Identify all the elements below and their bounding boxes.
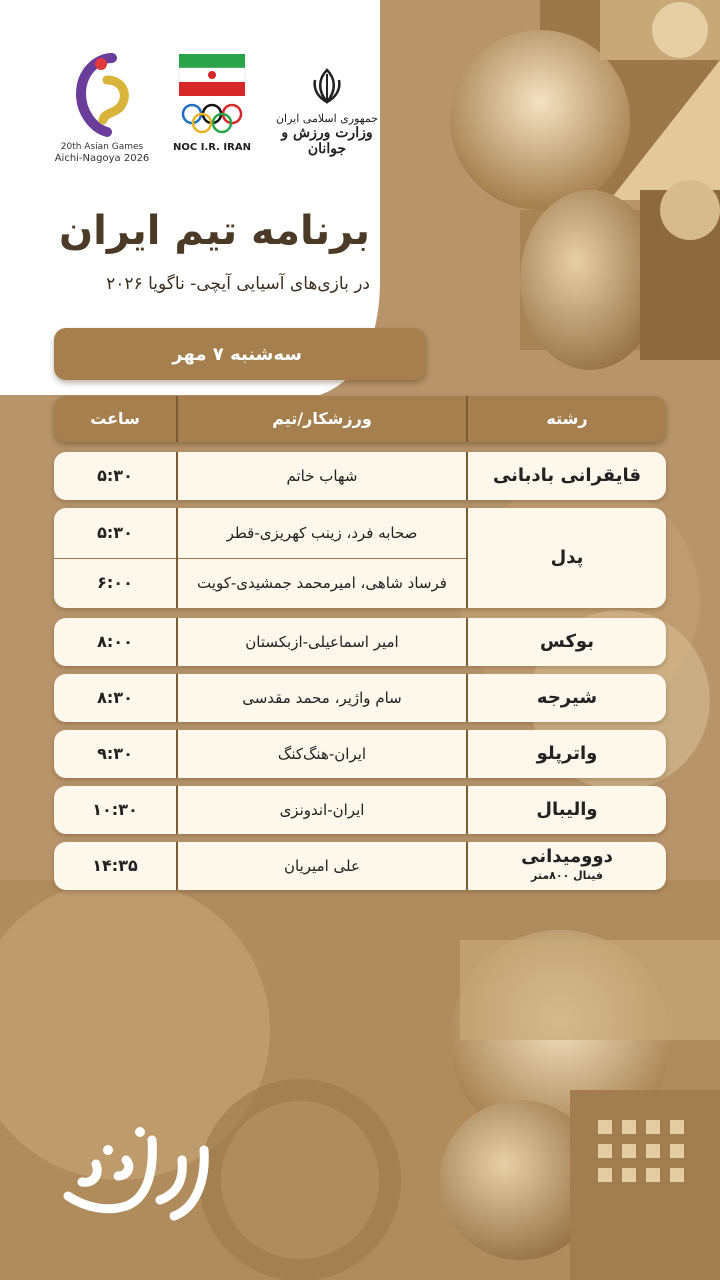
time-cell: ۹:۳۰ bbox=[97, 744, 133, 763]
sport-cell: واترپلو bbox=[536, 743, 598, 764]
sport-cell: قایقرانی بادبانی bbox=[492, 465, 642, 486]
noc-caption: NOC I.R. IRAN bbox=[173, 142, 251, 153]
sport-cell: والیبال bbox=[536, 799, 598, 820]
column-header-athlete: ورزشکار/تیم bbox=[272, 409, 372, 428]
iran-emblem-icon bbox=[307, 66, 347, 106]
noc-iran-logo bbox=[172, 54, 252, 166]
time-cell: ۸:۰۰ bbox=[97, 632, 133, 651]
ministry-logo bbox=[262, 66, 392, 166]
sport-cell: بوکس bbox=[540, 631, 594, 652]
table-header bbox=[54, 396, 666, 442]
athlete-cell: امیر اسماعیلی-ازبکستان bbox=[245, 633, 399, 651]
sport-cell: پدل bbox=[550, 547, 584, 568]
column-header-time: ساعت bbox=[90, 409, 140, 428]
athlete-cell: شهاب خاتم bbox=[286, 467, 358, 485]
table-row bbox=[54, 508, 666, 608]
asian-games-emblem-icon bbox=[67, 50, 137, 138]
athlete-cell: ایران-اندونزی bbox=[279, 801, 365, 819]
date-banner bbox=[54, 328, 426, 380]
athlete-cell: سام واژیر، محمد مقدسی bbox=[242, 689, 402, 707]
ministry-caption-2: وزارت ورزش و جوانان bbox=[281, 125, 373, 157]
time-cell: ۵:۳۰ bbox=[97, 523, 133, 542]
asian-games-caption-1: 20th Asian Games bbox=[60, 142, 144, 152]
sport-note: فینال ۸۰۰متر bbox=[531, 869, 603, 882]
time-cell: ۶:۰۰ bbox=[97, 573, 133, 592]
time-cell: ۵:۳۰ bbox=[97, 466, 133, 485]
column-header-sport: رشته bbox=[546, 409, 588, 428]
table-row bbox=[54, 842, 666, 890]
table-row bbox=[54, 674, 666, 722]
athlete-cell: علی امیریان bbox=[284, 857, 360, 875]
date-label: سه‌شنبه ۷ مهر bbox=[172, 343, 302, 365]
page-title: برنامه تیم ایران bbox=[59, 208, 370, 254]
page-subtitle: در بازی‌های آسیایی آیچی- ناگویا ۲۰۲۶ bbox=[106, 274, 370, 294]
time-cell: ۱۰:۳۰ bbox=[92, 800, 138, 819]
sport-cell: دوومیدانی bbox=[521, 846, 613, 867]
table-row bbox=[54, 786, 666, 834]
brand-calligraphy-icon bbox=[56, 1120, 216, 1230]
ministry-caption-1: جمهوری اسلامی ایران bbox=[275, 112, 379, 125]
table-row bbox=[54, 730, 666, 778]
column-divider bbox=[176, 508, 178, 608]
asian-games-caption-2: Aichi-Nagoya 2026 bbox=[54, 153, 150, 164]
table-row bbox=[54, 618, 666, 666]
sport-cell: شیرجه bbox=[536, 687, 598, 708]
athlete-cell: صحابه فرد، زینب کهریزی-قطر bbox=[226, 524, 418, 542]
iran-ghahreman-logo bbox=[56, 1120, 216, 1230]
time-cell: ۸:۳۰ bbox=[97, 688, 133, 707]
asian-games-logo bbox=[52, 50, 152, 168]
table-row bbox=[54, 452, 666, 500]
athlete-cell: فرساد شاهی، امیرمحمد جمشیدی-کویت bbox=[197, 574, 447, 592]
iran-flag-olympic-rings-icon bbox=[177, 54, 247, 136]
time-cell: ۱۴:۳۵ bbox=[92, 856, 138, 875]
athlete-cell: ایران-هنگ‌کنگ bbox=[277, 745, 367, 763]
